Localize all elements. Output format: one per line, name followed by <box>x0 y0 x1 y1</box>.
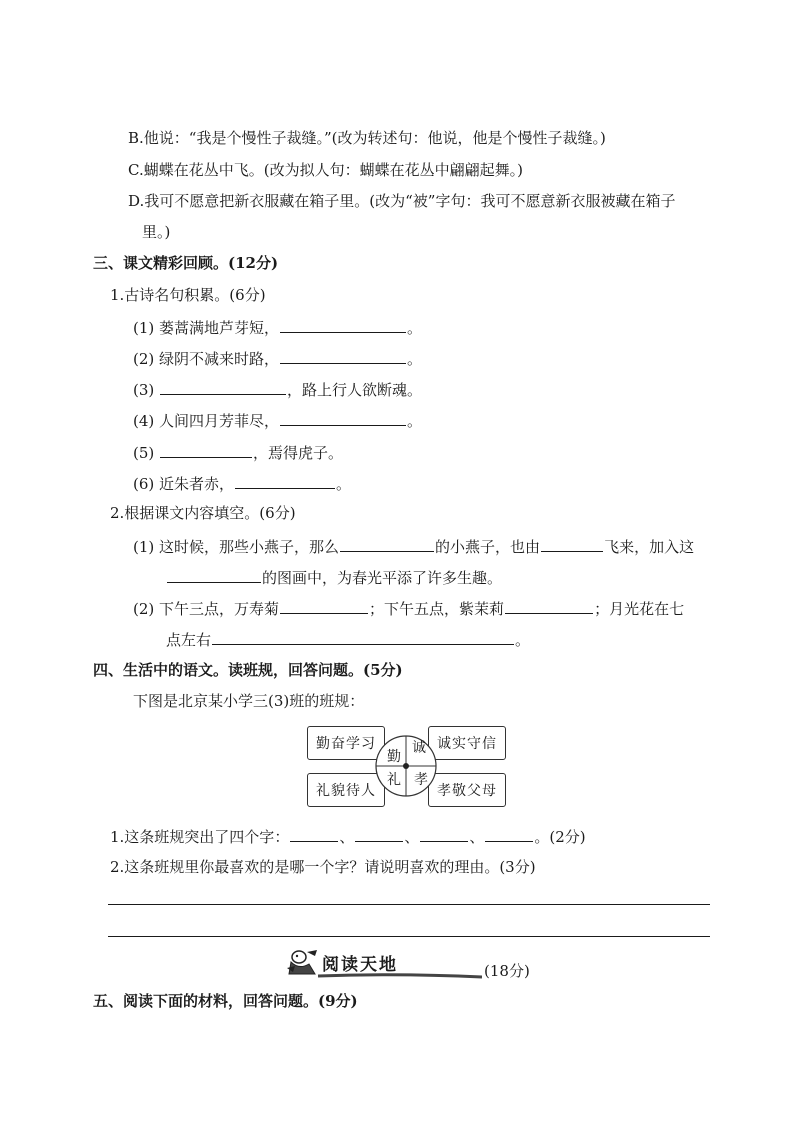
reading-score: (18分) <box>484 962 530 980</box>
question-3-1: 1.古诗名句积累。(6分) <box>110 286 266 304</box>
poem-line-2: (2) 绿阴不减来时路， 。 <box>133 347 422 369</box>
question-4-2: 2.这条班规里你最喜欢的是哪一个字？请说明喜欢的理由。(3分) <box>110 858 536 876</box>
fill-1-line2: 的图画中，为春光平添了许多生趣。 <box>166 566 502 588</box>
poem-line-4: (4) 人间四月芳菲尽， 。 <box>133 409 422 431</box>
answer-blank[interactable] <box>212 628 514 645</box>
answer-blank[interactable] <box>290 825 338 842</box>
section-3-heading: 三、课文精彩回顾。(12分) <box>93 254 279 272</box>
option-c: C.蝴蝶在花丛中飞。(改为拟人句：蝴蝶在花丛中翩翩起舞。) <box>128 161 523 179</box>
fill-1-line1: (1) 这时候，那些小燕子，那么 的小燕子，也由 飞来，加入这 <box>133 535 694 557</box>
section-4-intro: 下图是北京某小学三(3)班的班规： <box>133 692 365 710</box>
rule-box-honest: 诚实守信 <box>428 726 506 760</box>
answer-blank[interactable] <box>505 597 593 614</box>
rule-box-polite: 礼貌待人 <box>307 773 385 807</box>
reading-mascot-icon <box>285 948 321 978</box>
circle-char-polite: 礼 <box>387 772 401 788</box>
rule-box-filial: 孝敬父母 <box>428 773 506 807</box>
answer-blank[interactable] <box>340 535 434 552</box>
reading-banner-underline <box>318 972 482 980</box>
fill-2-line1: (2) 下午三点，万寿菊 ；下午五点，紫茉莉 ；月光花在七 <box>133 597 684 619</box>
answer-blank[interactable] <box>160 441 252 458</box>
answer-blank[interactable] <box>485 825 533 842</box>
section-4-heading: 四、生活中的语文。读班规，回答问题。(5分) <box>93 661 403 679</box>
section-5-heading: 五、阅读下面的材料，回答问题。(9分) <box>93 992 358 1010</box>
reading-banner-title: 阅读天地 <box>322 955 398 975</box>
answer-blank[interactable] <box>280 409 406 426</box>
option-d-line2: 里。) <box>142 223 171 241</box>
circle-char-diligent: 勤 <box>387 749 401 765</box>
answer-line-1[interactable] <box>108 904 710 905</box>
rules-circle <box>374 734 438 798</box>
circle-char-honest: 诚 <box>412 740 426 756</box>
question-4-1: 1.这条班规突出了四个字： 、 、 、 。(2分) <box>110 825 586 847</box>
poem-line-5: (5) ，焉得虎子。 <box>133 441 343 463</box>
question-3-2: 2.根据课文内容填空。(6分) <box>110 504 296 522</box>
circle-char-filial: 孝 <box>414 772 428 788</box>
rule-box-diligent: 勤奋学习 <box>307 726 385 760</box>
answer-blank[interactable] <box>167 566 261 583</box>
answer-blank[interactable] <box>355 825 403 842</box>
option-d-line1: D.我可不愿意把新衣服藏在箱子里。(改为“被”字句：我可不愿意新衣服被藏在箱子 <box>128 192 676 210</box>
answer-blank[interactable] <box>280 316 406 333</box>
answer-blank[interactable] <box>160 378 286 395</box>
answer-blank[interactable] <box>420 825 468 842</box>
answer-blank[interactable] <box>235 472 335 489</box>
poem-line-1: (1) 蒌蒿满地芦芽短， 。 <box>133 316 422 338</box>
fill-2-line2: 点左右 。 <box>166 628 530 650</box>
poem-line-3: (3) ，路上行人欲断魂。 <box>133 378 422 400</box>
answer-line-2[interactable] <box>108 936 710 937</box>
poem-line-6: (6) 近朱者赤， 。 <box>133 472 351 494</box>
option-b: B.他说：“我是个慢性子裁缝。”(改为转述句：他说，他是个慢性子裁缝。) <box>128 129 606 147</box>
answer-blank[interactable] <box>280 597 368 614</box>
answer-blank[interactable] <box>541 535 603 552</box>
answer-blank[interactable] <box>280 347 406 364</box>
